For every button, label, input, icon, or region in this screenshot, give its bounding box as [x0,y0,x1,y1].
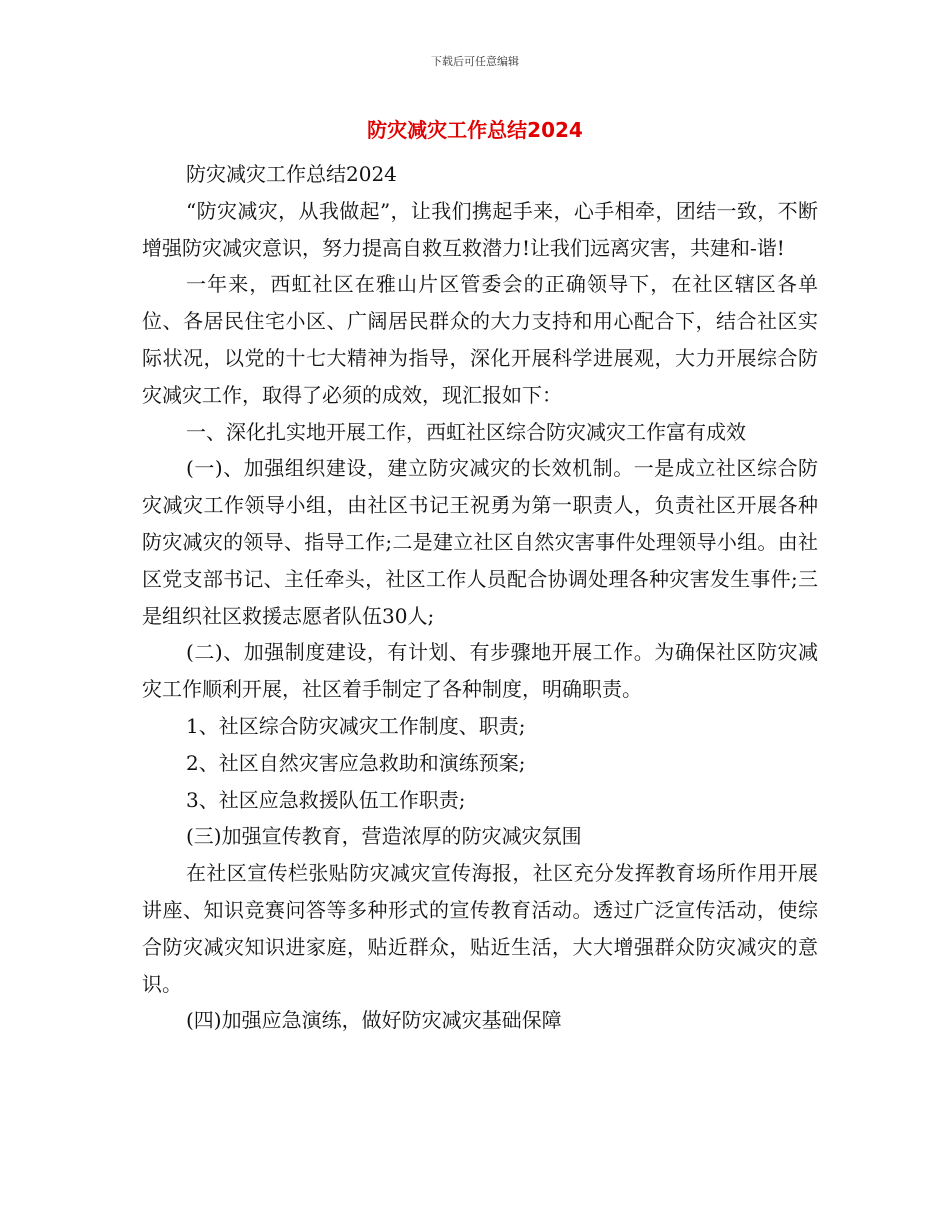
document-body [142,156,818,1039]
paragraph-subtitle: 防灾减灾工作总结2024 [186,162,397,186]
section-heading-3: (三)加强宣传教育，营造浓厚的防灾减灾氛围 [186,824,582,849]
list-item-2: 2、社区自然灾害应急救助和演练预案; [186,750,526,775]
paragraph-slogan: “防灾减灾，从我做起”，让我们携起手来，心手相牵，团结一致，不断增强防灾减灾意识，努力提高自救互救潜力!让我们远离灾害，共建和-谐! [142,198,818,260]
list-item-1: 1、社区综合防灾减灾工作制度、职责; [186,713,526,738]
paragraph-overview: 一年来，西虹社区在雅山片区管委会的正确领导下，在社区辖区各单位、各居民住宅小区、广阔居民群众的大力支持和用心配合下，结合社区实际状况，以党的十七大精神为指导，深化开展科学进展观，大力开展综合防灾减灾工作，取得了必须的成效，现汇报如下： [142,272,818,407]
document-title: 防灾减灾工作总结2024 [367,118,583,142]
list-item-3: 3、社区应急救援队伍工作职责; [186,787,466,812]
section-heading-1: 一、深化扎实地开展工作，西虹社区综合防灾减灾工作富有成效 [186,419,746,444]
paragraph-organization: (一)、加强组织建设，建立防灾减灾的长效机制。一是成立社区综合防灾减灾工作领导小组，由社区书记王祝勇为第一职责人，负责社区开展各种防灾减灾的领导、指导工作;二是建立社区自然灾害事件处理领导小组。由社区党支部书记、主任牵头，社区工作人员配合协调处理各种灾害发生事件;三是组织社区救援志愿者队伍30人; [142,456,818,628]
section-heading-4: (四)加强应急演练，做好防灾减灾基础保障 [186,1008,562,1033]
paragraph-system: (二)、加强制度建设，有计划、有步骤地开展工作。为确保社区防灾减灾工作顺利开展，社区着手制定了各种制度，明确职责。 [142,640,818,702]
page-header: 下载后可任意编辑 [431,55,519,68]
paragraph-publicity: 在社区宣传栏张贴防灾减灾宣传海报，社区充分发挥教育场所作用开展讲座、知识竞赛问答等多种形式的宣传教育活动。透过广泛宣传活动，使综合防灾减灾知识进家庭，贴近群众，贴近生活，大大增强群众防灾减灾的意识。 [142,861,818,996]
